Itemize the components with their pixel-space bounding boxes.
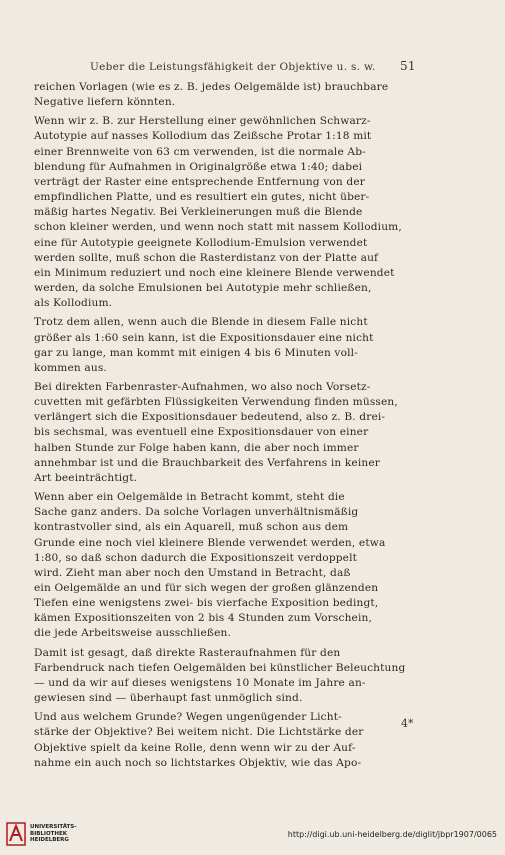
body-text	[34, 80, 446, 775]
text-line: ein Oelgemälde an und für sich wegen der großen glänzenden	[34, 582, 379, 594]
text-line: stärke der Objektive? Bei weitem nicht. Die Lichtstärke der	[34, 726, 364, 739]
text-line: ein Minimum reduziert und noch eine kleinere Blende verwendet	[34, 266, 395, 279]
text-line: empfindlichen Platte, und es resultiert ein gutes, nicht über-	[34, 191, 370, 204]
text-line: 1:80, so daß schon dadurch die Expositionszeit verdoppelt	[34, 551, 358, 564]
text-line: Grunde eine noch viel kleinere Blende verwendet werden, etwa	[34, 536, 386, 549]
paragraph	[34, 646, 446, 707]
text-line: wird. Zieht man aber noch den Umstand in Betracht, daß	[34, 566, 351, 579]
logo-line: UNIVERSITÄTS-	[30, 824, 77, 831]
paragraph	[34, 80, 446, 110]
text-line: Art beeinträchtigt.	[34, 471, 138, 484]
text-line: kommen aus.	[34, 361, 107, 374]
text-line: schon kleiner werden, und wenn noch statt mit nassem Kollodium,	[34, 221, 402, 234]
text-line: verträgt der Raster eine entsprechende Entfernung von der	[34, 175, 365, 188]
logo-line: HEIDELBERG	[30, 837, 69, 844]
text-line: Objektive spielt da keine Rolle, denn wenn wir zu der Auf-	[34, 741, 356, 754]
text-line: größer als 1:60 sein kann, ist die Expositionsdauer eine nicht	[34, 331, 374, 344]
text-line: reichen Vorlagen (wie es z. B. jedes Oelgemälde ist) brauchbare	[34, 81, 389, 93]
signature-mark: 4*	[401, 717, 414, 730]
text-line: Negative liefern könnten.	[34, 96, 176, 109]
text-line: Und aus welchem Grunde? Wegen ungenügender Licht-	[34, 711, 342, 724]
text-line: — und da wir auf dieses wenigstens 10 Monate im Jahre an-	[34, 676, 366, 689]
text-line: halben Stunde zur Folge haben kann, die aber noch immer	[34, 441, 359, 454]
text-line: gar zu lange, man kommt mit einigen 4 bis 6 Minuten voll-	[34, 346, 358, 359]
text-line: gewiesen sind — überhaupt fast unmöglich sind.	[34, 692, 303, 705]
running-title: Ueber die Leistungsfähigkeit der Objektive u. s. w.	[90, 61, 376, 73]
text-line: blendung für Aufnahmen in Originalgröße etwa 1:40; dabei	[34, 160, 363, 173]
text-line: verlängert sich die Expositionsdauer bedeutend, also z. B. drei-	[34, 411, 386, 424]
text-line: Wenn aber ein Oelgemälde in Betracht kommt, steht die	[34, 491, 345, 504]
text-line: Damit ist gesagt, daß direkte Rasteraufnahmen für den	[34, 646, 341, 659]
library-logo-text	[30, 824, 77, 844]
text-line: Autotypie auf nasses Kollodium das Zeißsche Protar 1:18 mit	[34, 130, 372, 143]
text-line: werden sollte, muß schon die Rasterdistanz von der Platte auf	[34, 251, 379, 264]
text-line: Farbendruck nach tiefen Oelgemälden bei künstlicher Beleuchtung	[34, 661, 406, 674]
library-logo[interactable]	[6, 822, 77, 846]
library-logo-icon	[6, 822, 26, 846]
text-line: werden, da solche Emulsionen bei Autotypie mehr schließen,	[34, 282, 372, 295]
text-line: annehmbar ist und die Brauchbarkeit des Verfahrens in keiner	[34, 456, 380, 469]
text-line: die jede Arbeitsweise ausschließen.	[34, 627, 232, 640]
text-line: nahme ein auch noch so lichtstarkes Objektiv, wie das Apo-	[34, 756, 362, 769]
paragraph	[34, 710, 446, 771]
text-line: kämen Expositionszeiten von 2 bis 4 Stunden zum Vorschein,	[34, 612, 372, 625]
paragraph	[34, 490, 446, 642]
text-line: Bei direkten Farbenraster-Aufnahmen, wo also noch Vorsetz-	[34, 380, 371, 393]
text-line: mäßig hartes Negativ. Bei Verkleinerungen muß die Blende	[34, 206, 363, 219]
text-line: Trotz dem allen, wenn auch die Blende in diesem Falle nicht	[34, 316, 368, 329]
text-line: eine für Autotypie geeignete Kollodium-Emulsion verwendet	[34, 236, 368, 249]
text-line: Wenn wir z. B. zur Herstellung einer gewöhnlichen Schwarz-	[34, 115, 371, 128]
text-line: kontrastvoller sind, als ein Aquarell, muß schon aus dem	[34, 521, 349, 534]
text-line: bis sechsmal, was eventuell eine Expositionsdauer von einer	[34, 426, 369, 439]
text-line: als Kollodium.	[34, 297, 113, 310]
page-number: 51	[400, 59, 416, 73]
text-line: Tiefen eine wenigstens zwei- bis vierfache Exposition bedingt,	[34, 597, 379, 610]
text-line: einer Brennweite von 63 cm verwenden, ist die normale Ab-	[34, 145, 366, 158]
paragraph	[34, 315, 446, 376]
logo-line: BIBLIOTHEK	[30, 830, 68, 837]
text-line: cuvetten mit gefärbten Flüssigkeiten Verwendung finden müssen,	[34, 396, 398, 409]
source-url-link[interactable]: http://digi.ub.uni-heidelberg.de/diglit/jbpr1907/0065	[287, 830, 497, 839]
paragraph	[34, 380, 446, 486]
paragraph	[34, 114, 446, 311]
text-line: Sache ganz anders. Da solche Vorlagen unverhältnismäßig	[34, 506, 359, 519]
